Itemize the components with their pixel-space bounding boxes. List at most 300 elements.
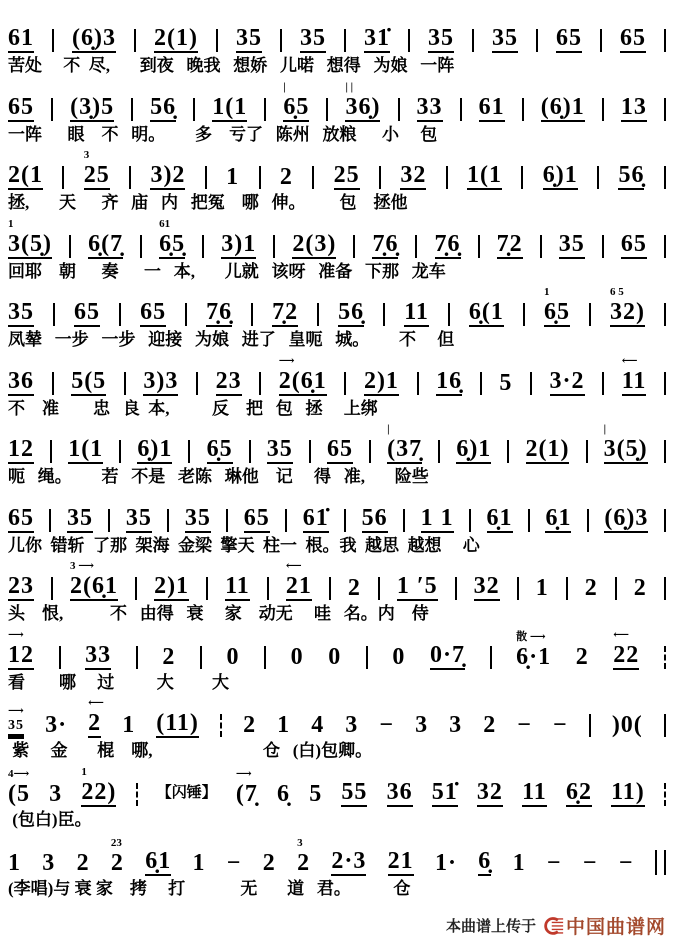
note-token: 65 [555,25,582,51]
ornament-mark: 1 [543,286,550,299]
note-token: 35 [299,25,326,51]
barline [285,509,287,532]
lyrics-line: 儿你 错斩 了那 架海 金梁 擎天 柱一 根。我 越思 越想 心 [8,535,480,555]
note-token: 6̣1 [145,847,172,874]
barline [119,303,121,326]
note-token: 31̇ [363,25,390,51]
barline [664,29,666,52]
note-token: 2 [76,849,90,876]
barline [167,509,169,532]
barline [597,166,599,189]
notation-line [8,764,666,807]
note-token: 6̣(1 [468,299,504,326]
note-token: 65 [8,504,34,531]
lyrics-line: 不 准 忠 良 本, 反 把 包 拯 上绑 [8,398,378,418]
barline [536,29,538,52]
barline [589,303,591,326]
lyrics-line: (包白)臣。 [8,810,92,830]
note-token: 6̣)1 [137,436,173,463]
ornament-mark: 4⟶ [8,768,30,781]
barline [664,372,666,395]
note-token: 2 [633,575,647,602]
barline [124,372,126,395]
barline [185,303,187,326]
barline [193,98,195,121]
barline [664,98,666,121]
note-token: 65 [74,299,101,326]
barline [448,303,450,326]
note-token: 1 [226,164,240,191]
barline [469,509,471,532]
note-token: − [226,849,242,876]
barline [521,166,523,189]
note-token: 0 [328,643,342,670]
note-token: 25 [333,162,360,189]
ornament-mark: 3 [297,836,303,849]
barline [49,509,51,532]
barline [540,235,542,258]
note-token: 6̣ [277,781,291,808]
lyrics-line: 头 恨, 不 由得 衰 家 动无 哇 名。内 侍 [8,604,429,624]
barline [202,235,204,258]
note-token: 32) 6 5 [609,286,645,326]
barline [438,440,440,463]
score-system [8,216,666,282]
barline [369,440,371,463]
barline [206,577,208,600]
barline [522,98,524,121]
ornament-mark: ⟵ [88,697,104,710]
notation-line [8,421,666,464]
score-system [8,10,666,76]
notation-line [8,353,666,396]
note-token: 2(1) [153,25,198,51]
barline [664,714,666,737]
note-token: 0·7̣ [429,641,465,668]
note-token: 65 [8,93,34,120]
site-logo-text: 中国曲谱网 [565,917,666,938]
note-token: 65 [140,299,167,326]
note-token: 1 [277,712,291,739]
note-token: 2 [575,643,589,670]
note-token: (5 4⟶ [8,768,30,808]
note-token: 1 [8,849,21,876]
note-token: 6̣(7̣ [88,230,124,257]
note-token: (37̣ | [387,423,423,463]
note-token: 2·3 [331,847,367,874]
barline [134,29,136,52]
barline [200,646,202,669]
score-system [8,421,666,487]
note-token: − [546,849,562,876]
note-token: 11 [522,779,547,806]
score-system [8,353,666,419]
barline [664,646,666,669]
note-token: 36 [386,779,413,806]
note-token: (6̣)3 [72,25,116,51]
ornament-mark: ⟶ [8,628,24,641]
barline [664,235,666,258]
note-token: 21 [387,847,414,874]
lyrics-line: 凤辇 一步 一步 迎接 为娘 进了 皇呃 城。 不 但 [8,330,455,350]
notation-line [8,558,666,601]
barline [220,714,222,737]
note-token: 6̣5 | [283,80,310,120]
note-token: 56 [361,504,388,531]
note-token: 0 [392,643,406,670]
note-token: 35 [427,25,454,51]
note-token: 3·2 [549,367,585,394]
barline [52,372,54,395]
barline [403,509,405,532]
barline [587,509,589,532]
note-token: )0( [611,712,643,739]
notation-line [8,284,666,327]
ornament-mark: ⟵ [621,354,638,367]
ornament-mark: ⟶ [278,354,295,367]
note-token: 61̇ [302,504,329,531]
note-token: 35 [266,436,293,463]
ornament-mark: ⟵ [613,628,630,641]
note-token: 35 ⟶ [8,719,24,736]
note-token: 1 [192,849,206,876]
barline [216,29,218,52]
notation-line [8,147,666,190]
note-token: 6̣1 [486,504,513,531]
barline [259,166,261,189]
ornament-mark: 1 [81,766,87,779]
barline [273,235,275,258]
lyrics-line: 苦处 不 尽, 到夜 晚我 想娇 儿喏 想得 为娘 一阵 [8,56,455,75]
barline [615,577,617,600]
barline [309,440,311,463]
lyrics-line: (李唱)与 衰 家 拷 打 无 道 君。 仓 [8,878,411,898]
barline [136,783,138,806]
score-system [8,558,666,624]
note-token: 2 ⟵ [88,697,104,737]
barline [344,372,346,395]
note-token: (6̣)1 [540,93,585,120]
barline [267,577,269,600]
barline [490,646,492,669]
note-token: 11 [404,299,429,326]
barline [664,783,666,806]
barline [602,98,604,121]
ornament-mark: 散 ⟶ [516,630,546,643]
barline [586,440,588,463]
score-system [8,79,666,145]
barline [59,646,61,669]
barline [226,509,228,532]
ornament-mark: 61 [159,217,171,230]
note-token: − [582,849,598,876]
barline [415,235,417,258]
notation-line [8,10,666,53]
note-token: 6̣5 [206,436,233,463]
lyrics-line: 呃 绳。 若 不是 老陈 琳他 记 得 准, 险些 [8,467,429,487]
note-token: 35 [125,504,152,531]
lyrics-line: 一阵 眼 不 明。 多 亏了 陈州 放粮 小 包 [8,124,438,144]
barline [140,235,142,258]
ornament-mark: | | [345,80,354,93]
music-staff-icon [543,915,564,936]
barline [455,577,457,600]
note-token: 2(1) [525,436,570,463]
note-token: 2 23 [110,836,124,876]
barline [312,166,314,189]
notation-line [8,216,666,259]
barline [472,29,474,52]
barline [507,440,509,463]
notation-line [8,79,666,122]
note-token: 1(1 [467,162,503,189]
note-token: 3)3 [143,367,179,394]
note-token: 22 ⟵ [613,628,640,668]
note-token: 3)2 [150,162,186,189]
barline [51,98,53,121]
note-token: 2(3) [292,230,337,257]
barline [344,29,346,52]
barline [326,98,328,121]
barline [530,372,532,395]
note-token: 35 [558,230,585,257]
note-token: 23 [215,367,242,394]
percussion-label: 【闪锤】 [156,783,217,802]
note-token: (6̣)3 [604,504,649,531]
score-system [8,764,666,830]
note-token: 35 [66,504,93,531]
barline [353,235,355,258]
note-token: 16̣ [436,367,463,394]
note-token: 32 [400,162,427,189]
barline [108,509,110,532]
barline [379,166,381,189]
note-token: 33 [416,93,443,120]
note-token: 5 [309,781,323,808]
barline [460,98,462,121]
note-token: 3(5̣) | [603,423,648,463]
note-token: 1 ′5 [396,573,438,600]
barline [378,577,380,600]
barline [446,166,448,189]
note-token: 56̣ [338,299,365,326]
note-token: 55 [341,779,368,806]
note-token: − [618,849,634,876]
barline [196,372,198,395]
note-token: 51̇ [431,779,458,806]
note-token: − [517,712,532,739]
barline [366,646,368,669]
note-token: (11) [156,710,199,737]
ornament-mark: 23 [110,836,122,849]
note-token: 3(5̣) 1 [8,217,52,257]
barline [566,577,568,600]
notation-line [8,695,666,738]
ornament-mark: | [387,423,390,436]
note-token: 61 [478,93,505,120]
barline [589,714,591,737]
barline [664,303,666,326]
note-token: 2)1 [363,367,399,394]
barline [480,372,482,395]
barline [602,372,604,395]
ornament-mark: 1 [8,217,14,230]
note-token: 1 [535,575,549,602]
ornament-mark: 3 ⟶ [70,560,95,573]
note-token: 12 ⟶ [8,628,34,668]
note-token: 22) 1 [81,766,117,806]
note-token: 1· [434,849,457,876]
note-token: 5(5 [71,367,107,394]
barline [52,29,54,52]
note-token: 2(1 [8,162,43,189]
barline [344,509,346,532]
barline [62,166,64,189]
barline [383,303,385,326]
score-system [8,147,666,213]
note-token: 7̣6̣ [206,299,233,326]
footer [0,912,666,939]
note-token: 32 [473,573,500,600]
ornament-mark: ⟶ [8,705,24,718]
ornament-mark: ⟵ [285,560,302,573]
note-token: 1(1 [68,436,104,463]
ornament-mark: ⟶ [235,768,252,781]
note-token: 36̣) | | [345,80,381,120]
note-token: 5 [499,369,513,396]
barline [517,577,519,600]
barline [50,440,52,463]
note-token: 6̣5̣ 61 [159,217,186,257]
note-token: 2 [243,712,257,739]
barline [417,372,419,395]
barline [53,303,55,326]
note-token: 3 [49,781,63,808]
note-token: 6̣·1 散 ⟶ [516,630,552,670]
note-token: 1(1 [212,93,248,120]
note-token: 3 [449,712,463,739]
note-token: 7̣2 [272,299,299,326]
note-token: 2(6̣1 3 ⟶ [70,560,119,600]
note-token: 2)1 [154,573,190,600]
note-token: 13 [620,93,647,120]
note-token: 2 [483,712,497,739]
note-token: 21 ⟵ [285,560,312,600]
note-token: 65 [620,230,647,257]
score-system [8,627,666,693]
barline [259,372,261,395]
note-token: 6̣5 1 [543,286,570,326]
barline [135,577,137,600]
note-token: 2 [584,575,598,602]
barline [119,440,121,463]
note-token: 65 [243,504,270,531]
barline [205,166,207,189]
note-token: 11 ⟵ [621,354,647,394]
barline [664,440,666,463]
ornament-mark: | [603,423,607,436]
note-token: 35 [235,25,262,51]
note-token: 35 [8,299,34,326]
lyrics-line: 回耶 朝 奏 一 本, 儿就 该呀 准备 下那 龙车 [8,261,446,281]
barline [251,303,253,326]
barline [317,303,319,326]
note-token: − [553,712,568,739]
note-token: 56̣ [150,93,177,120]
note-token: 7̣2 [496,230,523,257]
note-token: 65 [326,436,353,463]
note-token: 2 [262,849,276,876]
barline [329,577,331,600]
barline [249,440,251,463]
barline [51,577,53,600]
note-token: 3 [415,712,429,739]
footer-upload-text: 本曲谱上传于 [445,919,536,935]
barline [408,29,410,52]
notation-line [8,627,666,670]
barline [398,98,400,121]
note-token: 32 [476,779,503,806]
barline [478,235,480,258]
barline [69,235,71,258]
lyrics-line: 拯, 天 齐 庙 内 把冤 哪 伸。 包 拯他 [8,193,408,213]
note-token: 4 [311,712,325,739]
lyrics-line: 紫 金 棍 哪, 仓 (白)包卿。 [8,741,373,761]
note-token: − [379,712,394,739]
ornament-mark: | [283,80,286,93]
note-token: 23 [8,573,34,600]
barline [136,646,138,669]
notation-line [8,833,666,876]
note-token: 2 [279,164,293,191]
note-token: 0 [290,643,304,670]
note-token: 61 [8,25,34,51]
barline [600,29,602,52]
note-token: 1 [122,712,136,739]
note-token: 6̣1 [545,504,572,531]
note-token: 3 [345,712,359,739]
score-system [8,833,666,899]
barline [264,98,266,121]
note-token: 3 [42,849,56,876]
barline [129,166,131,189]
barline [664,509,666,532]
barline [528,509,530,532]
barline [602,235,604,258]
note-token: 7̣6̣ [372,230,399,257]
note-token: 6̣)1 [456,436,492,463]
note-token: 1 [512,849,526,876]
note-token: 11) [611,779,645,806]
barline [280,29,282,52]
barline [264,646,266,669]
barline [131,98,133,121]
note-token: 2(6̣1 ⟶ [278,354,327,394]
score-system [8,695,666,761]
note-token: 3)1 [221,230,257,257]
score-system [8,284,666,350]
ornament-mark: 6 5 [609,286,624,299]
note-token: 33 [85,641,112,668]
note-token: 12 [8,436,34,463]
barline [523,303,525,326]
barline [188,440,190,463]
barline [664,577,666,600]
note-token: 35 [491,25,518,51]
note-token: 6̣)1 [542,162,578,189]
note-token: 35 [184,504,211,531]
note-token: 6̣ [478,847,492,874]
